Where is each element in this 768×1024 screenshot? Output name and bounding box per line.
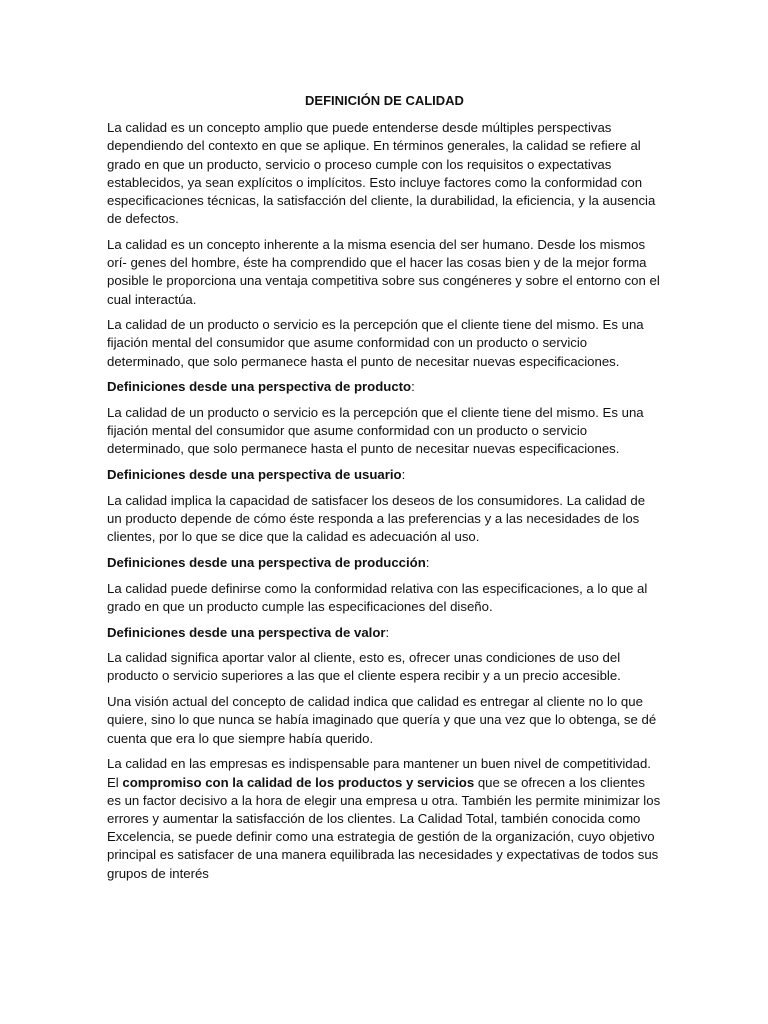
section-heading-text: Definiciones desde una perspectiva de valor: [107, 624, 386, 640]
section-heading-valor: [107, 624, 662, 642]
document-page: [107, 92, 662, 890]
section-heading-colon: :: [425, 554, 430, 570]
section-heading-colon: :: [401, 467, 406, 483]
section-heading-text: Definiciones desde una perspectiva de producción: [107, 554, 426, 570]
section-heading-text: Definiciones desde una perspectiva de producto: [107, 379, 412, 395]
section-text-producto: La calidad de un producto o servicio es la percepción que el cliente tiene del mismo. Es una fijación mental del consumidor que asume conformidad con un producto o servicio determinado, que solo permanece hasta el punto de necesitar nuevas especificaciones.: [107, 405, 644, 457]
intro-paragraph-1: La calidad es un concepto amplio que puede entenderse desde múltiples perspectivas dependiendo del contexto en que se aplique. En términos generales, la calidad se refiere al grado en que un producto, servicio o proceso cumple con los requisitos o expectativas establecidos, ya sean explícitos o implícitos. Esto incluye factores como la conformidad con especificaciones técnicas, la satisfacción del cliente, la durabilidad, la eficiencia, y la ausencia de defectos.: [107, 120, 656, 227]
section-heading-usuario: [107, 466, 662, 484]
closing-paragraph-2: [107, 755, 662, 882]
intro-paragraph-3: La calidad de un producto o servicio es la percepción que el cliente tiene del mismo. Es una fijación mental del consumidor que asume conformidad con un producto o servicio determinado, que solo permanece hasta el punto de necesitar nuevas especificaciones.: [107, 317, 644, 369]
section-text-produccion: La calidad puede definirse como la conformidad relativa con las especificaciones, a lo que al grado en que un producto cumple las especificaciones del diseño.: [107, 580, 648, 614]
closing-paragraph-1: Una visión actual del concepto de calidad indica que calidad es entregar al cliente no lo que quiere, sino lo que nunca se había imaginado que quería y que una vez que lo obtenga, se dé cuenta que era lo que siempre había querido.: [107, 694, 657, 746]
section-heading-text: Definiciones desde una perspectiva de usuario: [107, 467, 402, 483]
section-heading-colon: :: [385, 624, 390, 640]
document-title: DEFINICIÓN DE CALIDAD: [305, 93, 464, 108]
section-heading-colon: :: [411, 379, 415, 395]
section-text-usuario: La calidad implica la capacidad de satisfacer los deseos de los consumidores. La calidad de un producto depende de cómo éste responda a las preferencias y a las necesidades de los clientes, por lo que se dice que la calidad es adecuación al uso.: [107, 492, 646, 545]
section-text-valor: La calidad significa aportar valor al cliente, esto es, ofrecer unas condiciones de uso del producto o servicio superiores a las que el cliente espera recibir y a un precio accesible.: [107, 650, 621, 684]
intro-paragraph-2: La calidad es un concepto inherente a la misma esencia del ser humano. Desde los mismos orí- genes del hombre, éste ha comprendido que el hacer las cosas bien y de la mejor forma posible le proporciona una ventaja competitiva sobre sus congéneres y sobre el entorno con el cual interactúa.: [107, 236, 660, 307]
section-heading-produccion: [107, 554, 662, 572]
closing-bold-phrase: compromiso con la calidad de los productos y servicios: [122, 774, 475, 790]
closing-text-after: que se ofrecen a los clientes es un factor decisivo a la hora de elegir una empresa u otra. También les permite minimizar los errores y aumentar la satisfacción de los clientes. La Calidad Total, también conocida como Excelencia, se puede definir como una estrategia de gestión de la organización, cuyo objetivo principal es satisfacer de una manera equilibrada las necesidades y expectativas de todos sus grupos de interés: [107, 774, 661, 881]
section-heading-producto: [107, 378, 662, 396]
closing-text-before: La calidad en las empresas es indispensable para mantener un buen nivel de competitividad. El: [107, 756, 651, 790]
